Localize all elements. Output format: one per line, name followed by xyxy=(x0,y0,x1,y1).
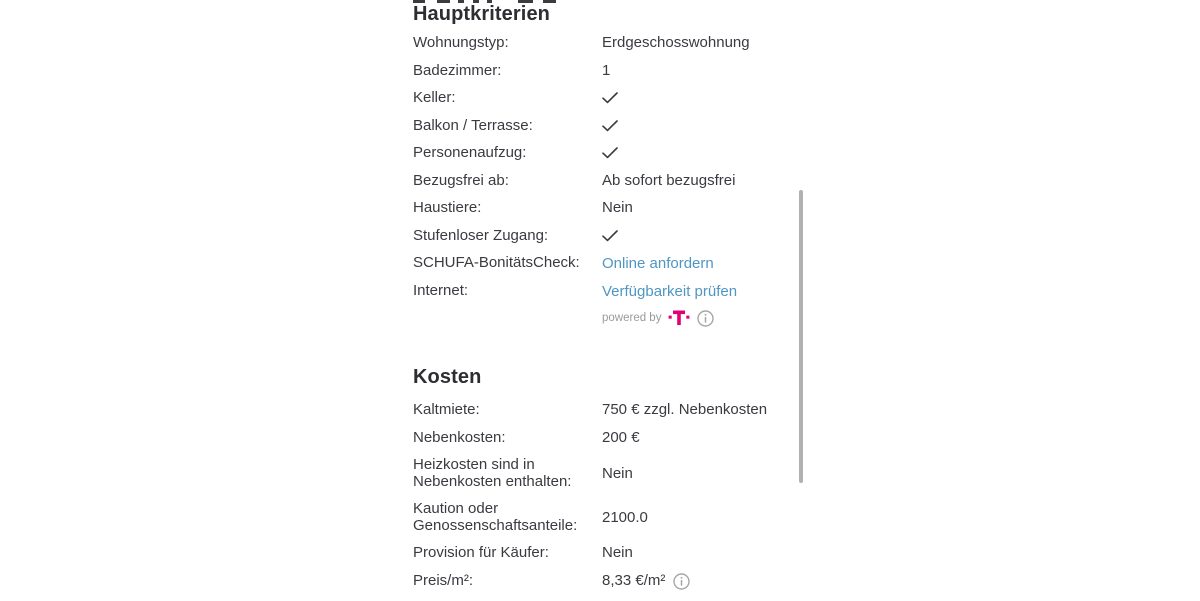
row-value-text: Ab sofort bezugsfrei xyxy=(602,171,736,189)
kosten-rows xyxy=(413,402,791,590)
row-value xyxy=(602,120,791,132)
row-value xyxy=(602,147,791,159)
criteria-row xyxy=(413,255,791,272)
row-value xyxy=(602,230,791,242)
row-value xyxy=(602,430,791,446)
row-value xyxy=(602,466,791,482)
row-value-text: 8,33 €/m² xyxy=(602,572,666,589)
row-label: Balkon / Terrasse: xyxy=(413,116,533,134)
checkmark-icon xyxy=(602,147,618,159)
row-value-text: 2100.0 xyxy=(602,508,648,526)
criteria-row xyxy=(413,35,791,52)
powered-by-line xyxy=(602,309,791,327)
criteria-row xyxy=(413,283,791,327)
row-label: Nebenkosten: xyxy=(413,428,506,446)
checkmark-icon xyxy=(602,120,618,132)
criteria-row xyxy=(413,200,791,217)
section-hauptkriterien xyxy=(413,3,791,327)
hauptkriterien-title: Hauptkriterien xyxy=(413,3,550,25)
powered-by-text: powered by xyxy=(602,312,662,324)
row-label: Wohnungstyp: xyxy=(413,34,509,51)
info-icon[interactable] xyxy=(697,310,714,327)
criteria-row xyxy=(413,501,791,534)
hauptkriterien-rows xyxy=(413,35,791,327)
row-value xyxy=(602,255,791,272)
criteria-row xyxy=(413,228,791,245)
row-label: Bezugsfrei ab: xyxy=(413,171,509,189)
info-icon[interactable] xyxy=(673,573,690,590)
property-details-panel xyxy=(413,0,791,601)
criteria-row xyxy=(413,63,791,80)
row-value xyxy=(602,35,791,51)
row-value xyxy=(602,92,791,104)
row-value-text: Nein xyxy=(602,464,633,482)
criteria-row xyxy=(413,457,791,490)
criteria-row xyxy=(413,573,791,590)
criteria-row xyxy=(413,430,791,447)
row-label: Internet: xyxy=(413,282,469,299)
row-label: Personenaufzug: xyxy=(413,144,527,161)
row-value-text: Nein xyxy=(602,199,633,217)
row-label: Kaution oder Genossenschaftsanteile: xyxy=(413,500,578,534)
row-value xyxy=(602,545,791,561)
kosten-title: Kosten xyxy=(413,366,482,388)
criteria-row xyxy=(413,402,791,419)
row-label: Stufenloser Zugang: xyxy=(413,226,549,244)
row-value-text: 1 xyxy=(602,61,611,79)
row-label: Badezimmer: xyxy=(413,61,502,79)
row-value xyxy=(602,402,791,418)
row-value-text: 750 € zzgl. Nebenkosten xyxy=(602,401,768,419)
row-value xyxy=(602,200,791,216)
telekom-t-logo xyxy=(668,309,690,327)
row-value xyxy=(602,63,791,79)
row-value-text: 200 € xyxy=(602,428,640,446)
checkmark-icon xyxy=(602,92,618,104)
internet-verfuegbarkeit-pruefen-link[interactable]: Verfügbarkeit prüfen xyxy=(602,283,738,300)
row-label: Heizkosten sind in Nebenkosten enthalten: xyxy=(413,456,572,490)
row-label: SCHUFA-BonitätsCheck: xyxy=(413,254,580,271)
section-kosten xyxy=(413,338,791,590)
criteria-row xyxy=(413,118,791,135)
row-value xyxy=(602,573,791,590)
vertical-scrollbar-thumb[interactable] xyxy=(799,190,803,483)
criteria-row xyxy=(413,145,791,162)
row-value xyxy=(602,283,791,327)
schufa-online-anfordern-link[interactable]: Online anfordern xyxy=(602,255,714,272)
criteria-row xyxy=(413,545,791,562)
row-value-text: Nein xyxy=(602,544,633,562)
row-label: Haustiere: xyxy=(413,199,482,216)
criteria-row xyxy=(413,173,791,190)
checkmark-icon xyxy=(602,230,618,242)
row-label: Kaltmiete: xyxy=(413,401,480,418)
row-label: Preis/m²: xyxy=(413,571,473,589)
row-value xyxy=(602,510,791,526)
row-value-text: Erdgeschosswohnung xyxy=(602,34,750,52)
row-label: Provision für Käufer: xyxy=(413,544,549,561)
row-value xyxy=(602,173,791,189)
row-label: Keller: xyxy=(413,89,456,106)
criteria-row xyxy=(413,90,791,107)
